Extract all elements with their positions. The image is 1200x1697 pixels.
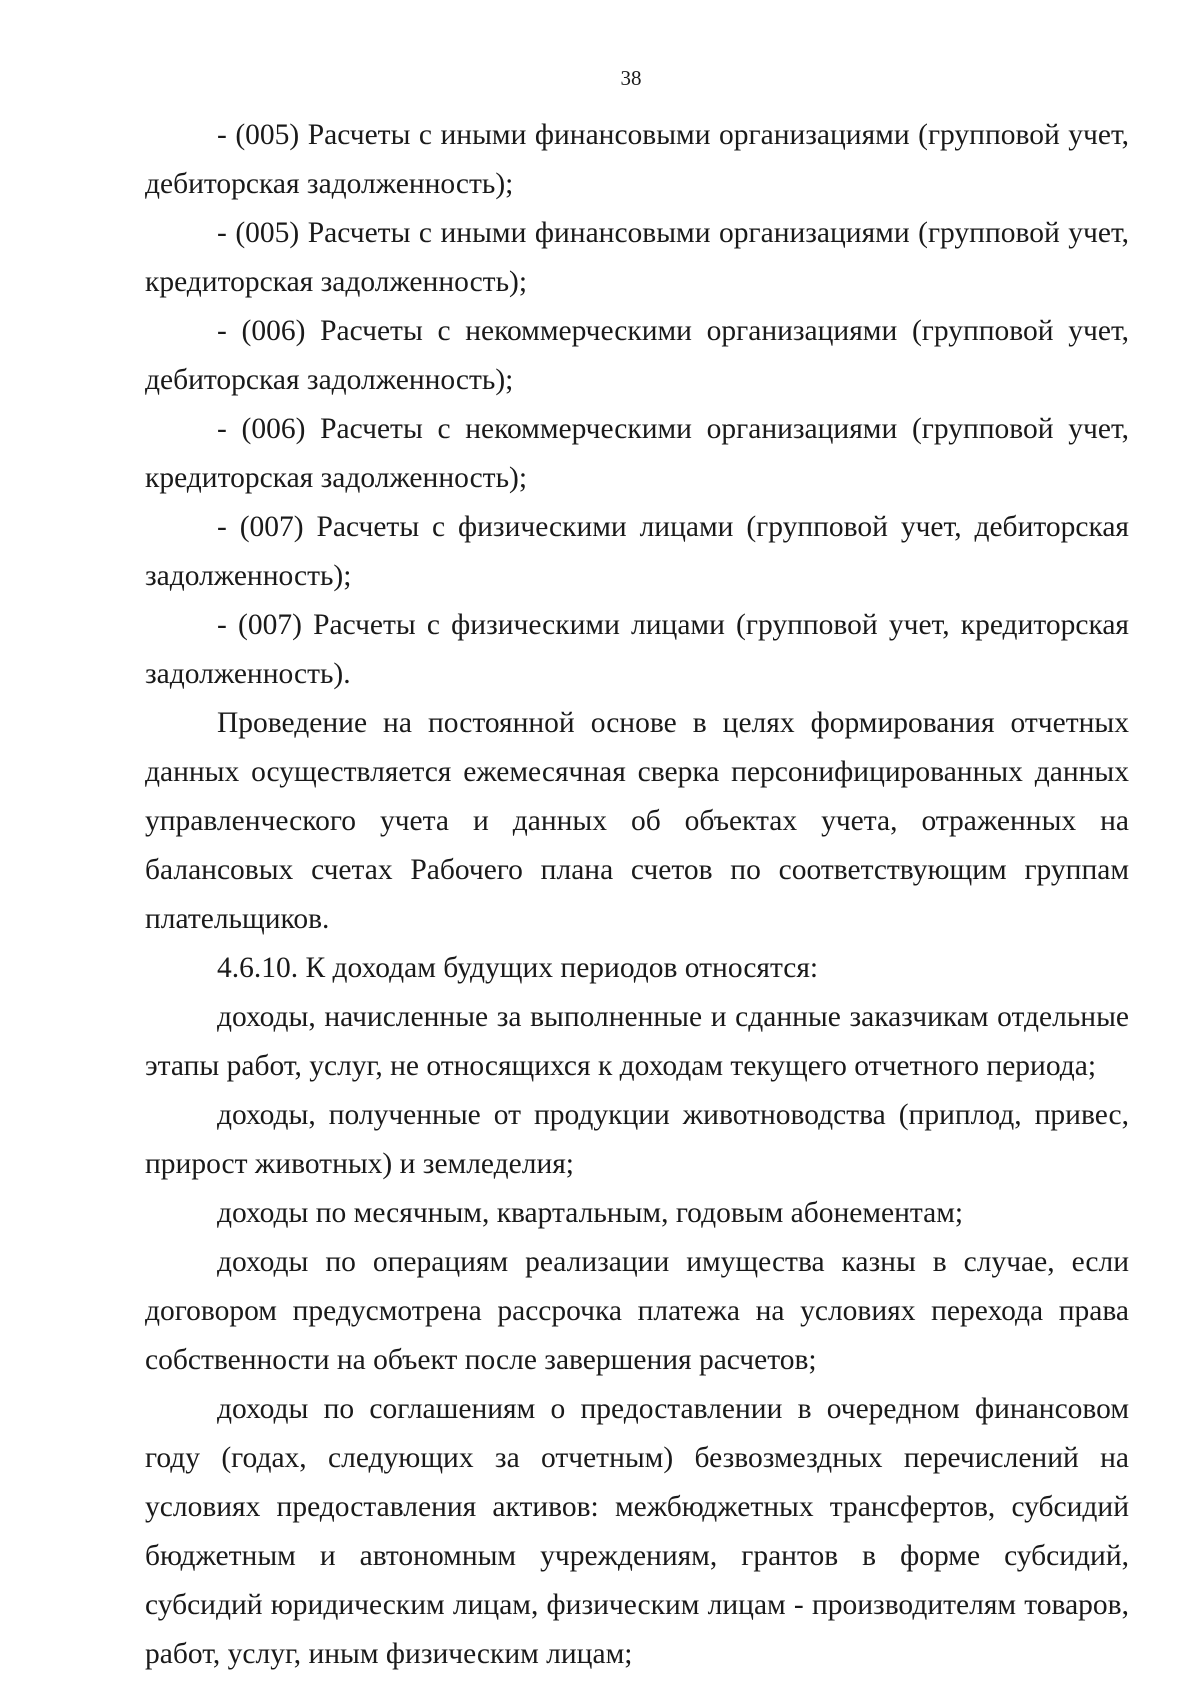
paragraph: доходы по соглашениям о предоставлении в очередном финансовом году (годах, следующих за отчетным) безвозмездных перечислений на условиях предоставления активов: межбюджетных трансфертов, субсидий бюджетным и автономным учреждениям, грантов в форме субсидий, субсидий юридическим лицам, физическим лицам - производителям товаров, работ, услуг, иным физическим лицам; xyxy=(145,1393,1129,1670)
paragraph: - (005) Расчеты с иными финансовыми организациями (групповой учет, дебиторская задолженность); xyxy=(145,119,1129,200)
paragraph: - (006) Расчеты с некоммерческими организациями (групповой учет, кредиторская задолженность); xyxy=(145,413,1129,494)
paragraph: - (006) Расчеты с некоммерческими организациями (групповой учет, дебиторская задолженность); xyxy=(145,315,1129,396)
paragraph: - (007) Расчеты с физическими лицами (групповой учет, кредиторская задолженность). xyxy=(145,609,1129,690)
section-heading: 4.6.10. К доходам будущих периодов относятся: xyxy=(217,952,819,984)
paragraph: доходы по месячным, квартальным, годовым абонементам; xyxy=(217,1197,964,1229)
paragraph: Проведение на постоянной основе в целях формирования отчетных данных осуществляется ежемесячная сверка персонифицированных данных управленческого учета и данных об объектах учета, отраженных на балансовых счетах Рабочего плана счетов по соответствующим группам плательщиков. xyxy=(145,707,1129,935)
document-body xyxy=(145,111,1129,1679)
paragraph: доходы, начисленные за выполненные и сданные заказчикам отдельные этапы работ, услуг, не относящихся к доходам текущего отчетного периода; xyxy=(145,1001,1129,1082)
paragraph: доходы, полученные от продукции животноводства (приплод, привес, прирост животных) и земледелия; xyxy=(145,1099,1129,1180)
paragraph: доходы по операциям реализации имущества казны в случае, если договором предусмотрена рассрочка платежа на условиях перехода права собственности на объект после завершения расчетов; xyxy=(145,1246,1129,1376)
paragraph: - (005) Расчеты с иными финансовыми организациями (групповой учет, кредиторская задолженность); xyxy=(145,217,1129,298)
paragraph: - (007) Расчеты с физическими лицами (групповой учет, дебиторская задолженность); xyxy=(145,511,1129,592)
page-number: 38 xyxy=(620,66,642,90)
